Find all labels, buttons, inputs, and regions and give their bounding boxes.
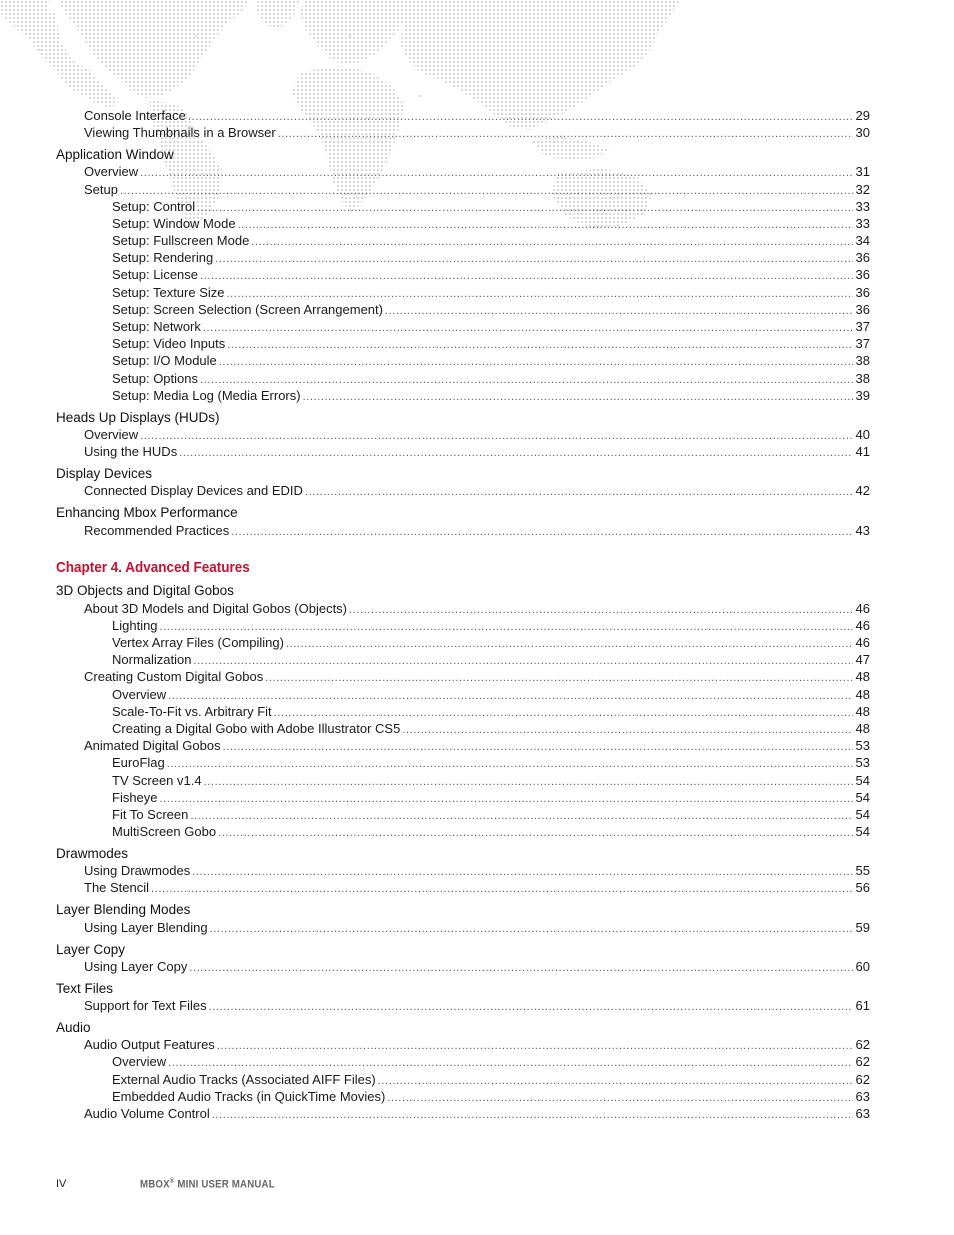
toc-page-number: 31	[855, 164, 870, 180]
toc-section-heading: Application Window	[56, 147, 174, 163]
toc-page-number: 62	[855, 1037, 870, 1053]
toc-entry-title: Setup: Video Inputs	[112, 336, 226, 352]
toc-page-number: 41	[855, 444, 870, 460]
toc-page-number: 29	[855, 108, 870, 123]
toc-dot-leader	[402, 722, 852, 739]
toc-page-number: 47	[855, 652, 870, 668]
footer-page-number: IV	[56, 1178, 67, 1190]
toc-entry-title: Setup: Fullscreen Mode	[112, 233, 250, 249]
toc-entry-title: Overview	[84, 426, 139, 442]
toc-entry	[56, 335, 870, 352]
toc-dot-leader	[179, 445, 852, 462]
toc-page-number: 55	[855, 863, 870, 879]
toc-dot-leader	[140, 428, 852, 445]
toc-entry	[56, 919, 870, 936]
toc-dot-leader	[203, 320, 853, 337]
toc-entry-title: Using the HUDs	[84, 444, 178, 460]
toc-page-number: 46	[855, 600, 870, 616]
toc-entry-title: Setup: Texture Size	[112, 284, 225, 300]
toc-entry	[56, 958, 870, 975]
footer-manual-title-rest: MINI USER MANUAL	[174, 1178, 275, 1191]
toc-entry	[56, 686, 870, 703]
toc-entry-title: Setup: Media Log (Media Errors)	[112, 387, 301, 403]
toc-entry	[56, 617, 870, 634]
toc-page-number: 36	[855, 250, 870, 266]
toc-entry-title: Creating Custom Digital Gobos	[84, 669, 264, 685]
toc-entry-title: Connected Display Devices and EDID	[84, 483, 303, 499]
toc-dot-leader	[231, 524, 852, 541]
toc-section-heading: Text Files	[56, 980, 114, 996]
toc-entry-title: Setup	[84, 181, 118, 197]
toc-page-number: 33	[855, 198, 870, 214]
toc-entry	[56, 737, 870, 754]
toc-entry	[56, 301, 870, 318]
toc-entry-title: Setup: Control	[112, 198, 196, 214]
toc-page-number: 33	[855, 215, 870, 231]
toc-entry-title: External Audio Tracks (Associated AIFF Files)	[112, 1071, 376, 1087]
toc-dot-leader	[227, 337, 852, 354]
toc-dot-leader	[190, 808, 852, 825]
toc-page-number: 38	[855, 353, 870, 369]
toc-entry	[56, 862, 870, 879]
toc-entry	[56, 806, 870, 823]
toc-entry	[56, 600, 870, 617]
toc-section-heading: Layer Blending Modes	[56, 902, 191, 918]
toc-entry-title: Creating a Digital Gobo with Adobe Illustrator CS5	[112, 720, 401, 736]
toc-page-number: 53	[855, 755, 870, 771]
toc-entry	[56, 198, 870, 215]
toc-page-number: 37	[855, 319, 870, 335]
toc-section-heading: Audio	[56, 1019, 91, 1035]
toc-page-number: 40	[855, 426, 870, 442]
footer-manual-title-brand: MBOX	[140, 1178, 170, 1191]
toc-entry	[56, 1071, 870, 1088]
toc-page-number: 48	[855, 686, 870, 702]
toc-entry-title: Setup: Rendering	[112, 250, 214, 266]
toc-entry	[56, 1088, 870, 1105]
toc-entry	[56, 789, 870, 806]
toc-dot-leader	[140, 165, 852, 182]
toc-page-number: 48	[855, 669, 870, 685]
toc-entry-title: Support for Text Files	[84, 997, 207, 1013]
toc-page-number: 63	[855, 1105, 870, 1121]
toc-dot-leader	[160, 791, 853, 808]
toc-entry	[56, 1105, 870, 1122]
toc-dot-leader	[385, 303, 853, 320]
toc-page-number: 53	[855, 738, 870, 754]
toc-page-number: 54	[855, 772, 870, 788]
toc-entry	[56, 124, 870, 141]
toc-dot-leader	[215, 251, 852, 268]
toc-dot-leader	[387, 1090, 852, 1107]
toc-dot-leader	[204, 774, 853, 791]
toc-entry	[56, 443, 870, 460]
toc-entry	[56, 772, 870, 789]
toc-page-number: 37	[855, 336, 870, 352]
toc-entry-title: Lighting	[112, 617, 158, 633]
toc-entry-title: Recommended Practices	[84, 522, 230, 538]
toc-page-number: 46	[855, 635, 870, 651]
toc-entry	[56, 482, 870, 499]
toc-dot-leader	[151, 881, 852, 898]
toc-page-number: 39	[855, 387, 870, 403]
toc-entry-title: Using Drawmodes	[84, 863, 191, 879]
toc-dot-leader	[305, 484, 853, 501]
toc-page-number: 48	[855, 703, 870, 719]
toc-dot-leader	[212, 1107, 853, 1124]
toc-section-heading: Enhancing Mbox Performance	[56, 505, 238, 521]
toc-page-number: 60	[855, 958, 870, 974]
toc-entry-title: MultiScreen Gobo	[112, 824, 217, 840]
toc-page-number: 46	[855, 617, 870, 633]
toc-dot-leader	[251, 234, 852, 251]
toc-page-number: 63	[855, 1088, 870, 1104]
toc-dot-leader	[219, 354, 853, 371]
toc-entry-title: Fisheye	[112, 789, 158, 805]
toc-entry-title: Setup: Options	[112, 370, 198, 386]
toc-entry-title: EuroFlag	[112, 755, 165, 771]
toc-entry-title: The Stencil	[84, 880, 150, 896]
toc-dot-leader	[223, 739, 853, 756]
toc-entry-title: Animated Digital Gobos	[84, 738, 221, 754]
toc-entry-title: Overview	[112, 686, 167, 702]
toc-page-number: 62	[855, 1071, 870, 1087]
toc-page-number: 56	[855, 880, 870, 896]
toc-entry	[56, 318, 870, 335]
toc-dot-leader	[238, 217, 853, 234]
toc-dot-leader	[167, 756, 853, 773]
toc-entry	[56, 352, 870, 369]
toc-entry-title: Overview	[112, 1054, 167, 1070]
toc-entry	[56, 370, 870, 387]
toc-entry-title: Setup: I/O Module	[112, 353, 217, 369]
toc-entry	[56, 426, 870, 443]
toc-entry-title: Setup: Window Mode	[112, 215, 236, 231]
toc-entry	[56, 181, 870, 198]
toc-entry-title: Normalization	[112, 652, 192, 668]
toc-page-number: 54	[855, 824, 870, 840]
toc-dot-leader	[210, 921, 853, 938]
toc-entry	[56, 232, 870, 249]
toc-dot-leader	[192, 864, 852, 881]
toc-page-number: 61	[855, 997, 870, 1013]
footer-manual-title	[140, 1178, 275, 1191]
toc-entry	[56, 634, 870, 651]
toc-entry	[56, 249, 870, 266]
toc-page-number: 30	[855, 125, 870, 141]
toc-entry	[56, 266, 870, 283]
toc-dot-leader	[209, 999, 853, 1016]
toc-entry	[56, 163, 870, 180]
toc-entry	[56, 703, 870, 720]
toc-entry	[56, 1036, 870, 1053]
toc-entry-title: About 3D Models and Digital Gobos (Objects)	[84, 600, 348, 616]
toc-dot-leader	[218, 825, 852, 842]
toc-entry	[56, 879, 870, 896]
toc-entry-title: Fit To Screen	[112, 806, 189, 822]
toc-entry	[56, 107, 870, 124]
toc-dot-leader	[217, 1038, 853, 1055]
toc-dot-leader	[303, 389, 853, 406]
toc-entry	[56, 1053, 870, 1070]
toc-section-heading: 3D Objects and Digital Gobos	[56, 583, 234, 599]
toc-entry	[56, 215, 870, 232]
toc-entry-title: Embedded Audio Tracks (in QuickTime Movies)	[112, 1088, 386, 1104]
toc-page-number: 36	[855, 267, 870, 283]
toc-entry-title: TV Screen v1.4	[112, 772, 202, 788]
toc-dot-leader	[286, 636, 853, 653]
toc-section-heading: Display Devices	[56, 466, 153, 482]
toc-entry	[56, 720, 870, 737]
toc-entry-title: Console Interface	[84, 108, 186, 123]
toc-page-number: 36	[855, 284, 870, 300]
toc-page-number: 62	[855, 1054, 870, 1070]
toc-page-number: 32	[855, 181, 870, 197]
toc-entry	[56, 284, 870, 301]
toc-page-number: 34	[855, 233, 870, 249]
registered-mark: ®	[169, 1178, 175, 1185]
toc-entry-title: Audio Output Features	[84, 1037, 215, 1053]
toc-dot-leader	[188, 109, 853, 126]
toc-entry-title: Audio Volume Control	[84, 1105, 210, 1121]
toc-section-heading: Heads Up Displays (HUDs)	[56, 409, 220, 425]
toc-entry-title: Using Layer Copy	[84, 958, 188, 974]
toc-page-number: 59	[855, 919, 870, 935]
toc-dot-leader	[120, 183, 853, 200]
toc-entry-title: Setup: Network	[112, 319, 201, 335]
toc-entry	[56, 823, 870, 840]
toc-page-number: 38	[855, 370, 870, 386]
toc-entry-title: Using Layer Blending	[84, 919, 208, 935]
toc-entry-title: Scale-To-Fit vs. Arbitrary Fit	[112, 703, 272, 719]
toc-entry	[56, 997, 870, 1014]
toc-entry-title: Viewing Thumbnails in a Browser	[84, 125, 276, 141]
toc-page-number: 54	[855, 789, 870, 805]
toc-page-number: 43	[855, 522, 870, 538]
toc-section-heading: Layer Copy	[56, 941, 126, 957]
toc-entry	[56, 387, 870, 404]
toc-dot-leader	[378, 1073, 853, 1090]
toc-entry	[56, 754, 870, 771]
toc-entry-title: Overview	[84, 164, 139, 180]
toc-page-number: 54	[855, 806, 870, 822]
toc-chapter-heading: Chapter 4. Advanced Features	[56, 558, 250, 576]
toc-entry-title: Setup: Screen Selection (Screen Arrangement)	[112, 301, 383, 317]
toc-page-number: 36	[855, 301, 870, 317]
toc-entry-title: Vertex Array Files (Compiling)	[112, 635, 284, 651]
toc-entry	[56, 668, 870, 685]
toc-section-heading: Drawmodes	[56, 846, 129, 862]
toc-dot-leader	[278, 126, 853, 143]
toc-dot-leader	[349, 602, 853, 619]
toc-dot-leader	[200, 268, 853, 285]
toc-dot-leader	[197, 200, 852, 217]
toc-dot-leader	[193, 653, 852, 670]
toc-entry	[56, 522, 870, 539]
toc-entry-title: Setup: License	[112, 267, 199, 283]
table-of-contents	[56, 107, 870, 1122]
toc-dot-leader	[265, 670, 852, 687]
toc-entry	[56, 651, 870, 668]
toc-dot-leader	[189, 960, 852, 977]
toc-page-number: 42	[855, 483, 870, 499]
toc-page-number: 48	[855, 720, 870, 736]
